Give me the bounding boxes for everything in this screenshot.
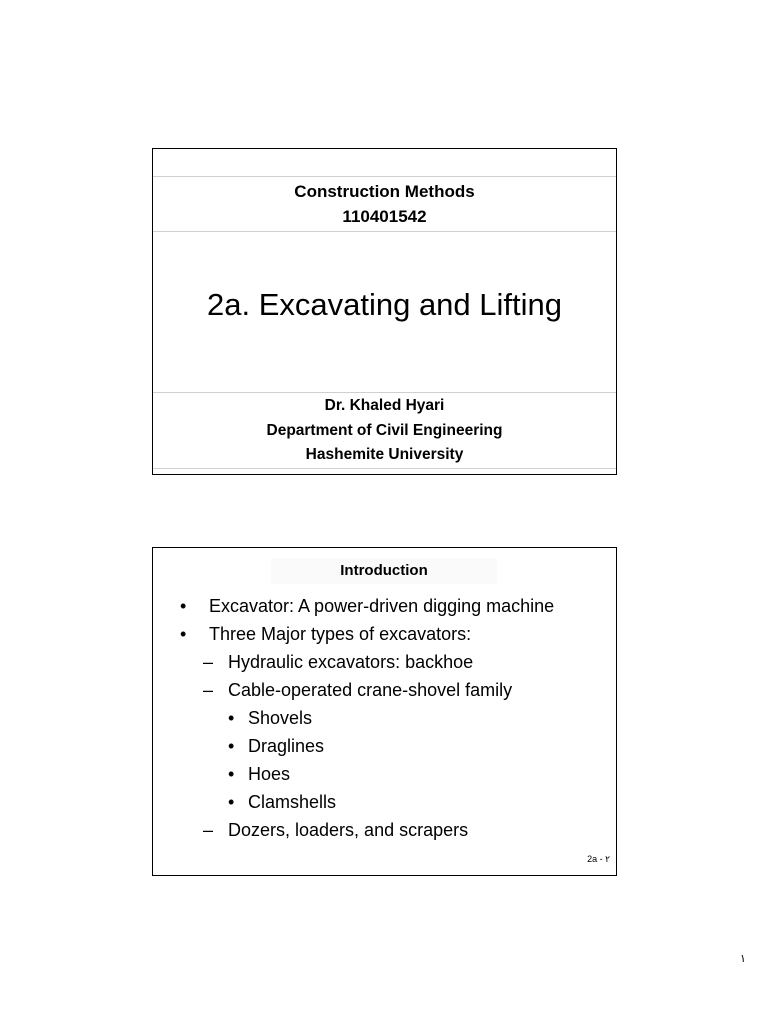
university-name: Hashemite University <box>305 446 464 463</box>
title-slide <box>152 148 617 475</box>
bullet-marker: • <box>228 764 235 784</box>
bullet-marker: • <box>180 624 187 644</box>
list-item <box>153 790 616 814</box>
divider <box>153 176 616 177</box>
list-item <box>153 650 616 674</box>
bullet-text: Hydraulic excavators: backhoe <box>228 652 474 672</box>
slide-title: 2a. Excavating and Lifting <box>206 287 563 322</box>
bullet-text: Draglines <box>248 736 325 756</box>
list-item <box>153 818 616 842</box>
slide-title: Introduction <box>271 558 497 584</box>
introduction-slide <box>152 547 617 876</box>
dash-marker: – <box>203 652 214 672</box>
list-item <box>153 706 616 730</box>
bullet-list <box>153 594 616 846</box>
bullet-text: Clamshells <box>248 792 337 812</box>
bullet-text: Dozers, loaders, and scrapers <box>228 820 469 840</box>
list-item <box>153 734 616 758</box>
author-name: Dr. Khaled Hyari <box>324 397 445 414</box>
course-name: Construction Methods <box>294 182 475 201</box>
bullet-marker: • <box>228 736 235 756</box>
bullet-marker: • <box>180 596 187 616</box>
divider <box>153 231 616 232</box>
bullet-text: Excavator: A power-driven digging machine <box>209 596 555 616</box>
department-name: Department of Civil Engineering <box>266 421 503 439</box>
list-item <box>153 762 616 786</box>
bullet-text: Three Major types of excavators: <box>209 624 472 644</box>
divider <box>153 392 616 393</box>
bullet-marker: • <box>228 792 235 812</box>
author-block <box>153 394 616 468</box>
list-item <box>153 594 616 618</box>
bullet-marker: • <box>228 708 235 728</box>
divider <box>153 468 616 469</box>
list-item <box>153 622 616 646</box>
dash-marker: – <box>203 820 214 840</box>
bullet-text: Hoes <box>248 764 291 784</box>
bullet-text: Cable-operated crane-shovel family <box>228 680 513 700</box>
bullet-text: Shovels <box>248 708 313 728</box>
dash-marker: – <box>203 680 214 700</box>
page-number: ١ <box>740 953 746 965</box>
slide-number: 2a - ٢ <box>587 854 610 864</box>
course-header <box>153 179 616 229</box>
course-code: 110401542 <box>342 207 427 226</box>
list-item <box>153 678 616 702</box>
